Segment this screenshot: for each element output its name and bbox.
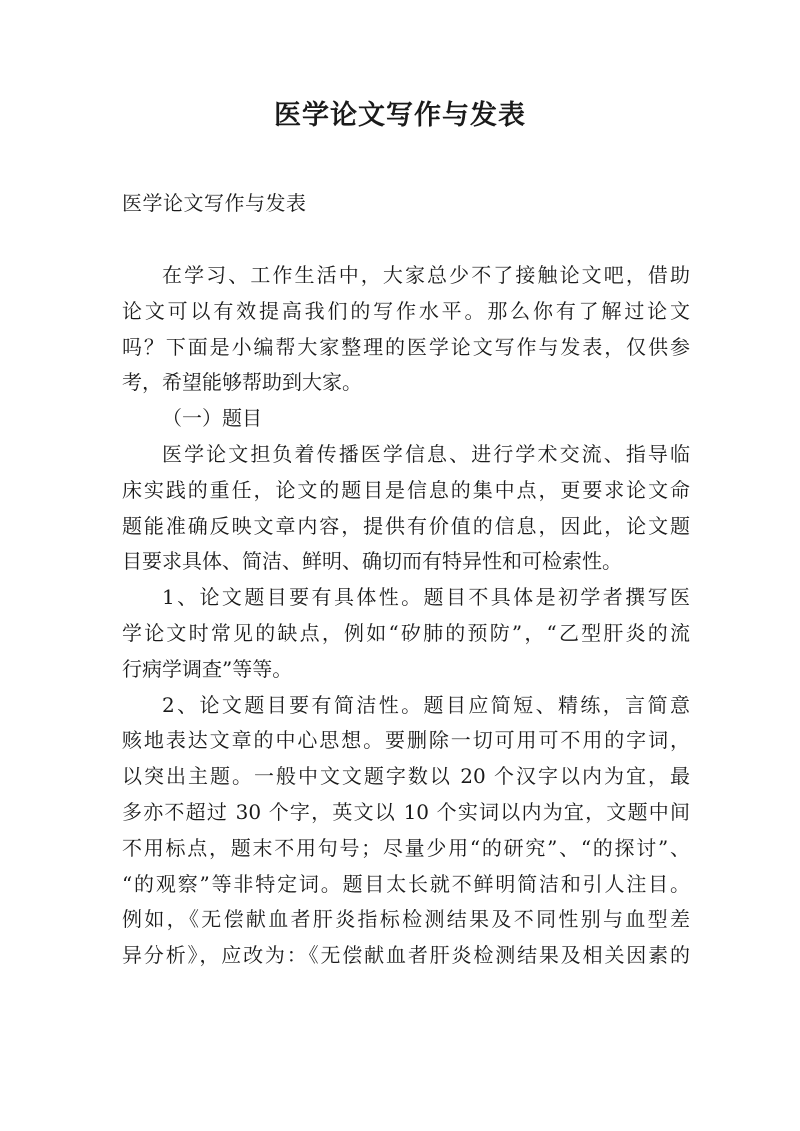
- body-line: 行病学调查”等等。: [122, 656, 293, 681]
- body-line: 吗？下面是小编帮大家整理的医学论文写作与发表，仅供参: [122, 334, 690, 359]
- body-line: 不用标点，题末不用句号；尽量少用“的研究”、“的探讨”、: [122, 835, 690, 860]
- body-line: 论文可以有效提高我们的写作水平。那么你有了解过论文: [122, 298, 690, 323]
- body-line: 1、论文题目要有具体性。题目不具体是初学者撰写医: [162, 585, 690, 610]
- body-line: 在学习、工作生活中，大家总少不了接触论文吧，借助: [162, 263, 690, 287]
- document-subtitle: 医学论文写作与发表: [122, 191, 307, 215]
- section-heading: （一）题目: [162, 406, 262, 431]
- body-line: “的观察”等非特定词。题目太长就不鲜明简洁和引人注目。: [122, 871, 690, 896]
- body-line: 医学论文担负着传播医学信息、进行学术交流、指导临: [162, 441, 690, 466]
- body-line: 床实践的重任，论文的题目是信息的集中点，更要求论文命: [122, 477, 690, 502]
- body-line: 题能准确反映文章内容，提供有价值的信息，因此，论文题: [122, 513, 690, 538]
- body-line: 2、论文题目要有简洁性。题目应简短、精练，言简意: [162, 692, 690, 717]
- body-line: 以突出主题。一般中文文题字数以 20 个汉字以内为宜，最: [122, 764, 690, 789]
- body-line: 赅地表达文章的中心思想。要删除一切可用可不用的字词，: [122, 728, 690, 753]
- body-line: 目要求具体、简洁、鲜明、确切而有特异性和可检索性。: [122, 549, 622, 574]
- body-line: 例如，《无偿献血者肝炎指标检测结果及不同性别与血型差: [122, 907, 690, 932]
- body-line: 考，希望能够帮助到大家。: [122, 370, 362, 395]
- body-line: 学论文时常见的缺点，例如“矽肺的预防”，“乙型肝炎的流: [122, 620, 690, 645]
- document-title: 医学论文写作与发表: [274, 100, 526, 131]
- body-line: 多亦不超过 30 个字，英文以 10 个实词以内为宜，文题中间: [122, 799, 690, 824]
- document-body: [122, 258, 690, 974]
- body-line: 异分析》，应改为：《无偿献血者肝炎检测结果及相关因素的: [122, 943, 690, 968]
